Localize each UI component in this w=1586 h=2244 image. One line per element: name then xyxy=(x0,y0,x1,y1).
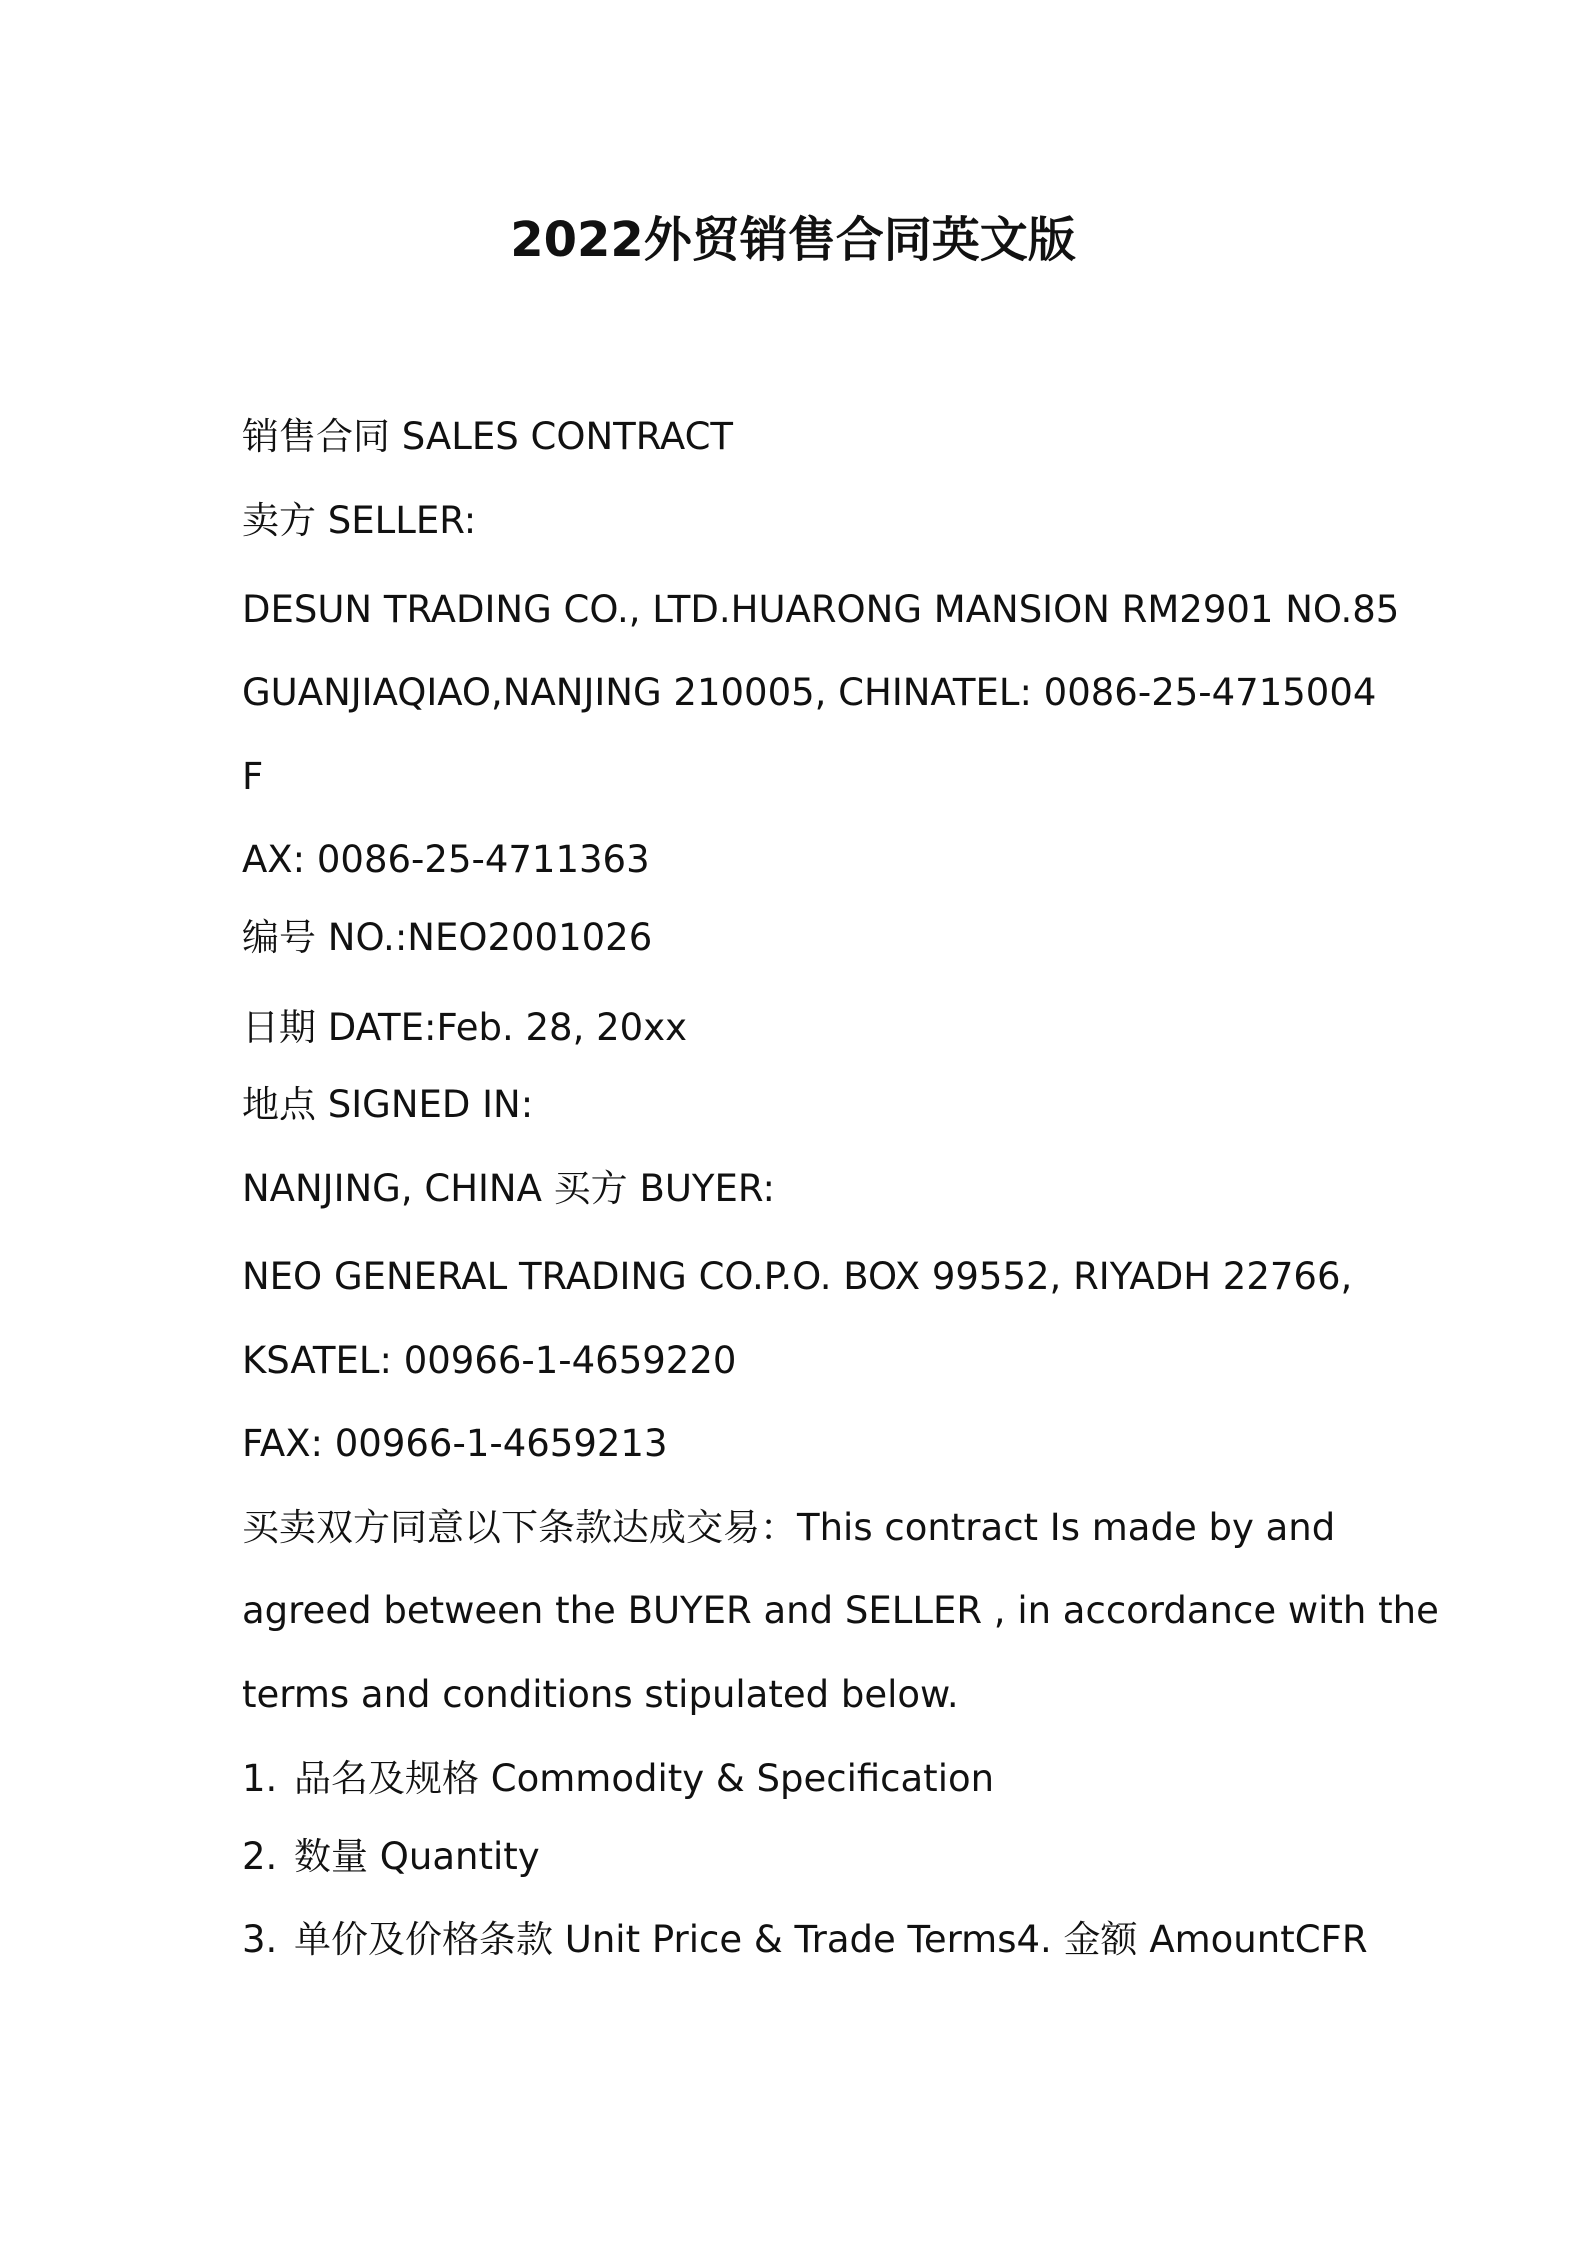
contract-number: 编号 NO.:NEO2001026 xyxy=(242,916,653,959)
contract-heading: 销售合同 SALES CONTRACT xyxy=(242,415,734,458)
clause-text: 数量 Quantity xyxy=(294,1835,540,1878)
clause-item xyxy=(242,1833,1362,1881)
agreement-text-line-2: agreed between the BUYER and SELLER , in accordance with the xyxy=(242,1589,1439,1632)
clause-number: 2. xyxy=(242,1835,278,1878)
clause-item xyxy=(242,1916,1368,1964)
buyer-address-line-1: NEO GENERAL TRADING CO.P.O. BOX 99552, RIYADH 22766, xyxy=(242,1255,1353,1298)
contract-date: 日期 DATE:Feb. 28, 20xx xyxy=(242,1006,687,1049)
clause-number: 1. xyxy=(242,1757,278,1800)
signed-in-label: 地点 SIGNED IN: xyxy=(242,1083,534,1126)
clause-number: 3. xyxy=(242,1918,278,1961)
agreement-text-line-1: 买卖双方同意以下条款达成交易：This contract Is made by and xyxy=(242,1506,1336,1549)
seller-fax-fragment: F xyxy=(242,755,264,798)
seller-fax-number: AX: 0086-25-4711363 xyxy=(242,838,650,881)
buyer-fax: FAX: 00966-1-4659213 xyxy=(242,1422,668,1465)
agreement-text-line-3: terms and conditions stipulated below. xyxy=(242,1673,959,1716)
clause-text: 单价及价格条款 Unit Price & Trade Terms4. 金额 AmountCFR xyxy=(294,1918,1368,1961)
seller-address-line-1: DESUN TRADING CO., LTD.HUARONG MANSION RM2901 NO.85 xyxy=(242,588,1400,631)
clause-item xyxy=(242,1755,1362,1803)
seller-address-line-2: GUANJIAQIAO,NANJING 210005, CHINATEL: 0086-25-4715004 xyxy=(242,671,1377,714)
signed-place-buyer-label: NANJING, CHINA 买方 BUYER: xyxy=(242,1167,775,1210)
buyer-address-line-2: KSATEL: 00966-1-4659220 xyxy=(242,1339,737,1382)
document-title: 2022外贸销售合同英文版 xyxy=(510,212,1076,268)
clause-text: 品名及规格 Commodity & Specification xyxy=(294,1757,995,1800)
seller-label: 卖方 SELLER: xyxy=(242,499,477,542)
